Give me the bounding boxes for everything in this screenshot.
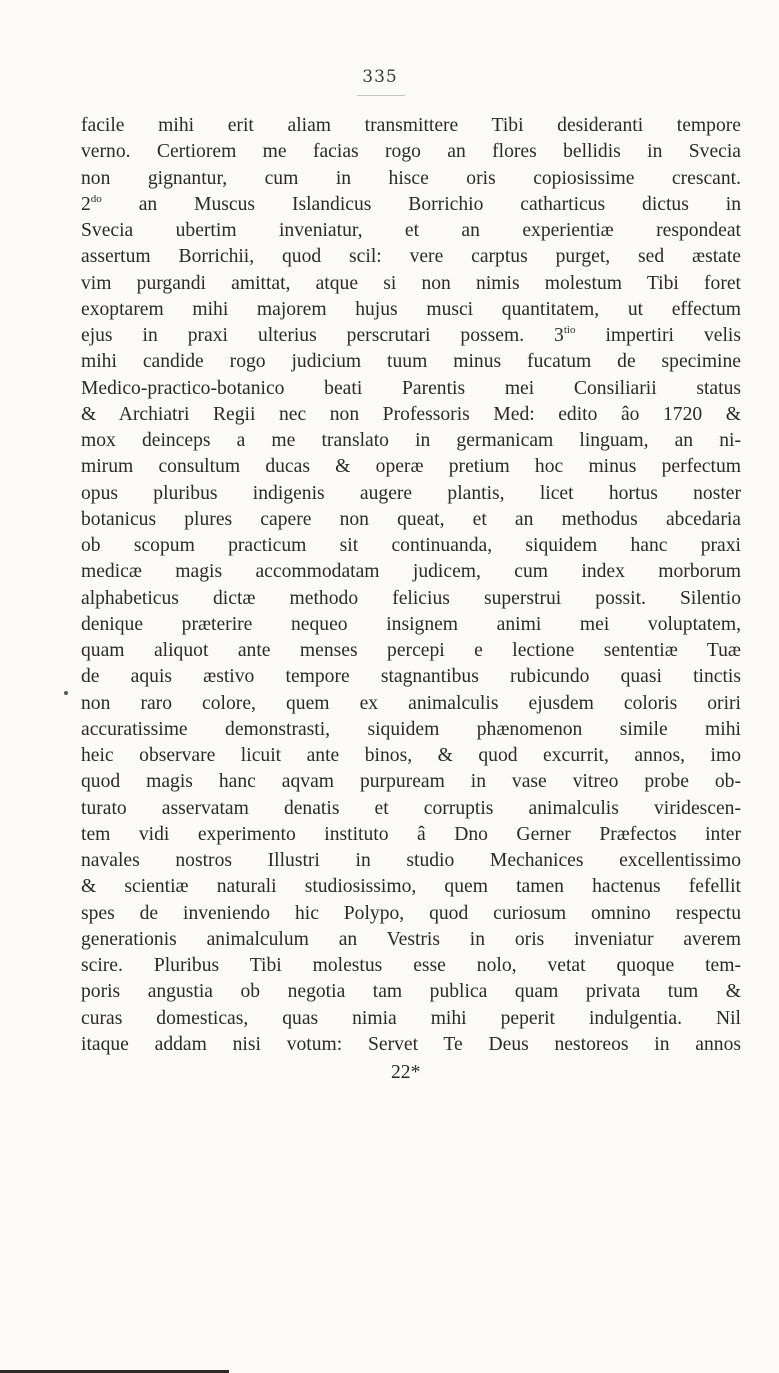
ordinal-superscript: do	[90, 192, 102, 205]
text-line-main: spes de inveniendo hic Polypo, quod curiosum omnino respectu	[81, 902, 741, 924]
text-line	[81, 349, 741, 375]
text-line-main: exoptarem mihi majorem hujus musci quantitatem, ut effectum	[81, 298, 741, 320]
text-line	[81, 979, 741, 1005]
text-line	[81, 664, 741, 690]
text-line-main: generationis animalculum an Vestris in oris inveniatur averem	[81, 928, 741, 950]
text-line	[81, 402, 741, 428]
text-line-main: opus pluribus indigenis augere plantis, licet hortus noster	[81, 482, 741, 504]
text-line-main: non raro colore, quem ex animalculis ejusdem coloris oriri	[81, 692, 741, 714]
text-line	[81, 586, 741, 612]
text-line	[81, 271, 741, 297]
text-line	[81, 481, 741, 507]
text-line-continuation: an Muscus Islandicus Borrichio catharticus dictus in	[101, 193, 741, 215]
text-line-main: & scientiæ naturali studiosissimo, quem tamen hactenus fefellit	[81, 876, 741, 898]
text-line-main: non gignantur, cum in hisce oris copiosissime crescant.	[81, 167, 741, 189]
text-line-main: Medico-practico-botanico beati Parentis mei Consiliarii status	[81, 377, 741, 399]
text-line-main: curas domesticas, quas nimia mihi peperit indulgentia. Nil	[81, 1007, 741, 1029]
page-number: 335	[362, 67, 398, 87]
text-line-main: accuratissime demonstrasti, siquidem phænomenon simile mihi	[81, 718, 741, 740]
text-line-main: alphabeticus dictæ methodo felicius superstrui possit. Silentio	[81, 587, 741, 609]
text-line	[81, 454, 741, 480]
text-line-main: poris angustia ob negotia tam publica quam privata tum &	[81, 981, 741, 1003]
text-line	[81, 901, 741, 927]
text-line-main: de aquis æstivo tempore stagnantibus rubicundo quasi tinctis	[81, 666, 741, 688]
ordinal-superscript: tio	[563, 324, 576, 336]
text-line	[81, 139, 741, 165]
text-line	[81, 612, 741, 638]
text-line-main: ob scopum practicum sit continuanda, siquidem hanc praxi	[81, 535, 741, 556]
text-line-main: facile mihi erit aliam transmittere Tibi desideranti tempore	[81, 115, 741, 136]
text-line-main: scire. Pluribus Tibi molestus esse nolo, vetat quoque tem-	[81, 955, 741, 976]
text-line	[81, 166, 741, 192]
text-line	[81, 376, 741, 402]
text-line-main: & Archiatri Regii nec non Professoris Med: edito âo 1720 &	[81, 403, 741, 425]
text-line-main: mox deinceps a me translato in germanicam linguam, an ni-	[81, 430, 741, 451]
text-line-main: mirum consultum ducas & operæ pretium hoc minus perfectum	[81, 456, 741, 478]
text-line	[81, 507, 741, 533]
text-line	[81, 874, 741, 900]
text-line	[81, 244, 741, 270]
text-line-main: denique præterire nequeo insignem animi mei voluptatem,	[81, 613, 741, 635]
text-line-main: heic observare licuit ante binos, & quod excurrit, annos, imo	[81, 745, 741, 766]
text-line	[81, 822, 741, 848]
text-line	[81, 796, 741, 822]
text-line	[81, 953, 741, 979]
text-line	[81, 323, 741, 349]
text-line-main: 2	[81, 193, 91, 215]
text-line	[81, 297, 741, 323]
text-line	[81, 1006, 741, 1032]
text-line	[81, 218, 741, 244]
text-line-main: quod magis hanc aqvam purpuream in vase vitreo probe ob-	[81, 771, 741, 793]
margin-mark	[64, 691, 68, 695]
letter-body	[81, 113, 741, 1058]
text-line-main: botanicus plures capere non queat, et an methodus abcedaria	[81, 508, 741, 530]
text-line-continuation: impertiri velis	[575, 325, 741, 346]
text-line	[81, 428, 741, 454]
text-line	[81, 927, 741, 953]
text-line-main: mihi candide rogo judicium tuum minus fucatum de specimine	[81, 351, 741, 373]
text-line-main: quam aliquot ante menses percepi e lectione sententiæ Tuæ	[81, 640, 741, 661]
text-line-main: navales nostros Illustri in studio Mechanices excellentissimo	[81, 850, 741, 871]
text-line-main: Svecia ubertim inveniatur, et an experientiæ respondeat	[81, 220, 741, 241]
text-line	[81, 691, 741, 717]
text-line-main: turato asservatam denatis et corruptis animalculis viridescen-	[81, 797, 741, 819]
text-line	[81, 113, 741, 139]
text-line	[81, 1032, 741, 1058]
text-line	[81, 638, 741, 664]
text-line	[81, 743, 741, 769]
text-line	[81, 717, 741, 743]
text-line	[81, 769, 741, 795]
text-line-main: assertum Borrichii, quod scil: vere carptus purget, sed æstate	[81, 246, 741, 268]
text-line-main: itaque addam nisi votum: Servet Te Deus nestoreos in annos	[81, 1033, 741, 1055]
text-line-main: verno. Certiorem me facias rogo an flores bellidis in Svecia	[81, 141, 741, 163]
header-rule	[357, 95, 405, 96]
text-line	[81, 559, 741, 585]
text-line-main: vim purgandi amittat, atque si non nimis molestum Tibi foret	[81, 272, 741, 294]
text-line-main: tem vidi experimento instituto â Dno Gerner Præfectos inter	[81, 823, 741, 845]
text-line	[81, 192, 741, 218]
text-line	[81, 533, 741, 559]
text-line-main: medicæ magis accommodatam judicem, cum index morborum	[81, 561, 741, 583]
text-line-main: ejus in praxi ulterius perscrutari possem. 3	[81, 325, 564, 346]
text-line	[81, 848, 741, 874]
signature-mark: 22*	[391, 1062, 421, 1083]
